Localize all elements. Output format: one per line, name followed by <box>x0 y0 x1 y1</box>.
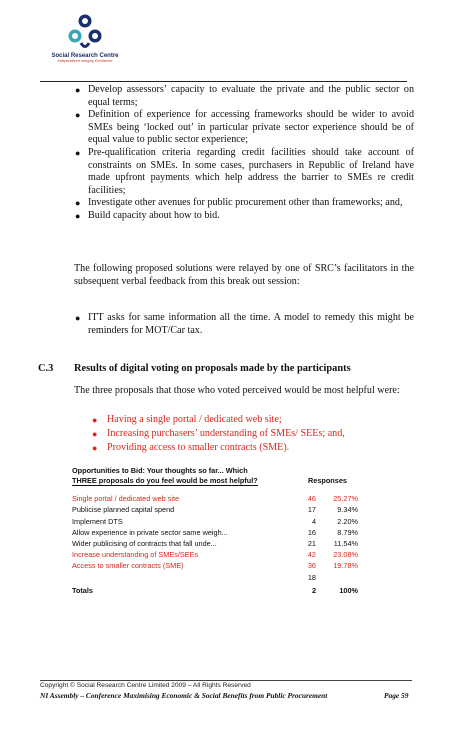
totals-percent: 100% <box>339 585 358 595</box>
row-percent: 2.20% <box>337 516 358 526</box>
bullet-icon: ● <box>75 147 81 158</box>
row-label: Wider publicising of contracts that fall unde... <box>72 538 217 548</box>
top-proposals-list <box>92 413 407 456</box>
totals-count: 2 <box>311 585 316 595</box>
list-item: ● Definition of experience for accessing frameworks should be wider to avoid SMEs being ‘locked out’ in particular private sector experience should be of equal value to public sector experience; <box>75 109 414 146</box>
src-logo-icon <box>65 12 105 52</box>
row-count: 21 <box>307 538 316 548</box>
row-label: Access to smaller contracts (SME) <box>72 561 184 571</box>
responses-header: Responses <box>308 475 347 485</box>
list-item: ● Build capacity about how to bid. <box>75 209 220 221</box>
bullet-icon: ● <box>75 198 81 209</box>
table-row <box>72 527 372 538</box>
row-label: Implement DTS <box>72 516 123 526</box>
list-item: ● Investigate other avenues for public procurement other than frameworks; and, <box>75 197 403 209</box>
solutions-paragraph: The following proposed solutions were relayed by one of SRC’s facilitators in the subsequent verbal feedback from this break out session: <box>74 263 414 287</box>
row-count: 18 <box>307 572 316 582</box>
bullet-icon: ● <box>92 443 98 454</box>
copyright-text: Copyright © Social Research Centre Limited 2009 – All Rights Reserved <box>40 682 251 689</box>
row-percent: 11.54% <box>333 538 358 548</box>
bullet-icon: ● <box>75 85 81 95</box>
list-item: ● Increasing purchasers’ understanding of SMEs/ SEEs; and, <box>107 427 407 441</box>
row-count: 16 <box>307 527 316 537</box>
bullet-icon: ● <box>92 429 98 440</box>
list-item: ● Develop assessors’ capacity to evaluate the private and the public sector on equal terms; <box>75 84 414 108</box>
row-label: Increase understanding of SMEs/SEEs <box>72 550 199 560</box>
src-logo <box>50 12 120 74</box>
row-count: 46 <box>307 494 316 504</box>
bullet-icon: ● <box>75 110 81 121</box>
table-row <box>72 504 372 515</box>
row-percent: 9.34% <box>337 505 358 515</box>
voting-results-table <box>72 466 372 596</box>
table-row <box>72 493 372 504</box>
solutions-bullet-list <box>75 312 414 337</box>
row-count: 17 <box>307 505 316 515</box>
row-label: Publicise planned capital spend <box>72 505 175 515</box>
section-title: Results of digital voting on proposals made by the participants <box>74 363 351 374</box>
page-number: Page 59 <box>384 691 409 700</box>
bullet-icon: ● <box>92 415 98 425</box>
row-label: Allow experience in private sector same weigh... <box>72 527 228 537</box>
table-header <box>72 466 372 486</box>
list-item: ● Having a single portal / dedicated web site; <box>107 413 407 427</box>
totals-label: Totals <box>72 585 93 595</box>
footer-title: NI Assembly – Conference Maximising Economic & Social Benefits from Public Procurement <box>40 691 328 700</box>
row-percent: 8.79% <box>337 527 358 537</box>
table-row <box>72 538 372 549</box>
row-count: 4 <box>311 516 316 526</box>
row-percent: 25.27% <box>333 494 358 504</box>
row-percent: 19.78% <box>333 561 358 571</box>
row-label: Single portal / dedicated web site <box>72 494 180 504</box>
bullet-icon: ● <box>75 313 81 323</box>
logo-tagline: Independence Integrity Excellence <box>57 59 113 63</box>
list-item: ● Pre-qualification criteria regarding credit facilities should take account of constraints on SMEs. In some cases, purchasers in Republic of Ireland have made upfront payments which help address the barrier to SMEs re credit facilities; <box>75 146 414 196</box>
barriers-bullet-list <box>75 84 414 223</box>
question-line-2: THREE proposals do you feel would be most helpful? <box>72 475 258 485</box>
header-rule <box>40 81 407 82</box>
three-proposals-paragraph: The three proposals that those who voted perceived would be most helpful were: <box>74 385 400 396</box>
table-row <box>72 572 372 583</box>
list-item: ● Providing access to smaller contracts (SME). <box>107 441 407 455</box>
table-row <box>72 516 372 527</box>
table-row <box>72 560 372 571</box>
row-percent: 23.08% <box>333 550 358 560</box>
bullet-icon: ● <box>75 210 81 221</box>
question-line-1: Opportunities to Bid: Your thoughts so far... Which <box>72 466 248 475</box>
footer-rule <box>40 680 412 681</box>
row-count: 36 <box>307 561 316 571</box>
table-row <box>72 549 372 560</box>
totals-row <box>72 585 372 596</box>
logo-name: Social Research Centre <box>51 53 119 59</box>
section-number: C.3 <box>38 363 54 374</box>
row-count: 42 <box>307 550 316 560</box>
list-item: ● ITT asks for same information all the time. A model to remedy this might be reminders for MOT/Car tax. <box>75 312 414 336</box>
vote-rows <box>72 493 372 583</box>
